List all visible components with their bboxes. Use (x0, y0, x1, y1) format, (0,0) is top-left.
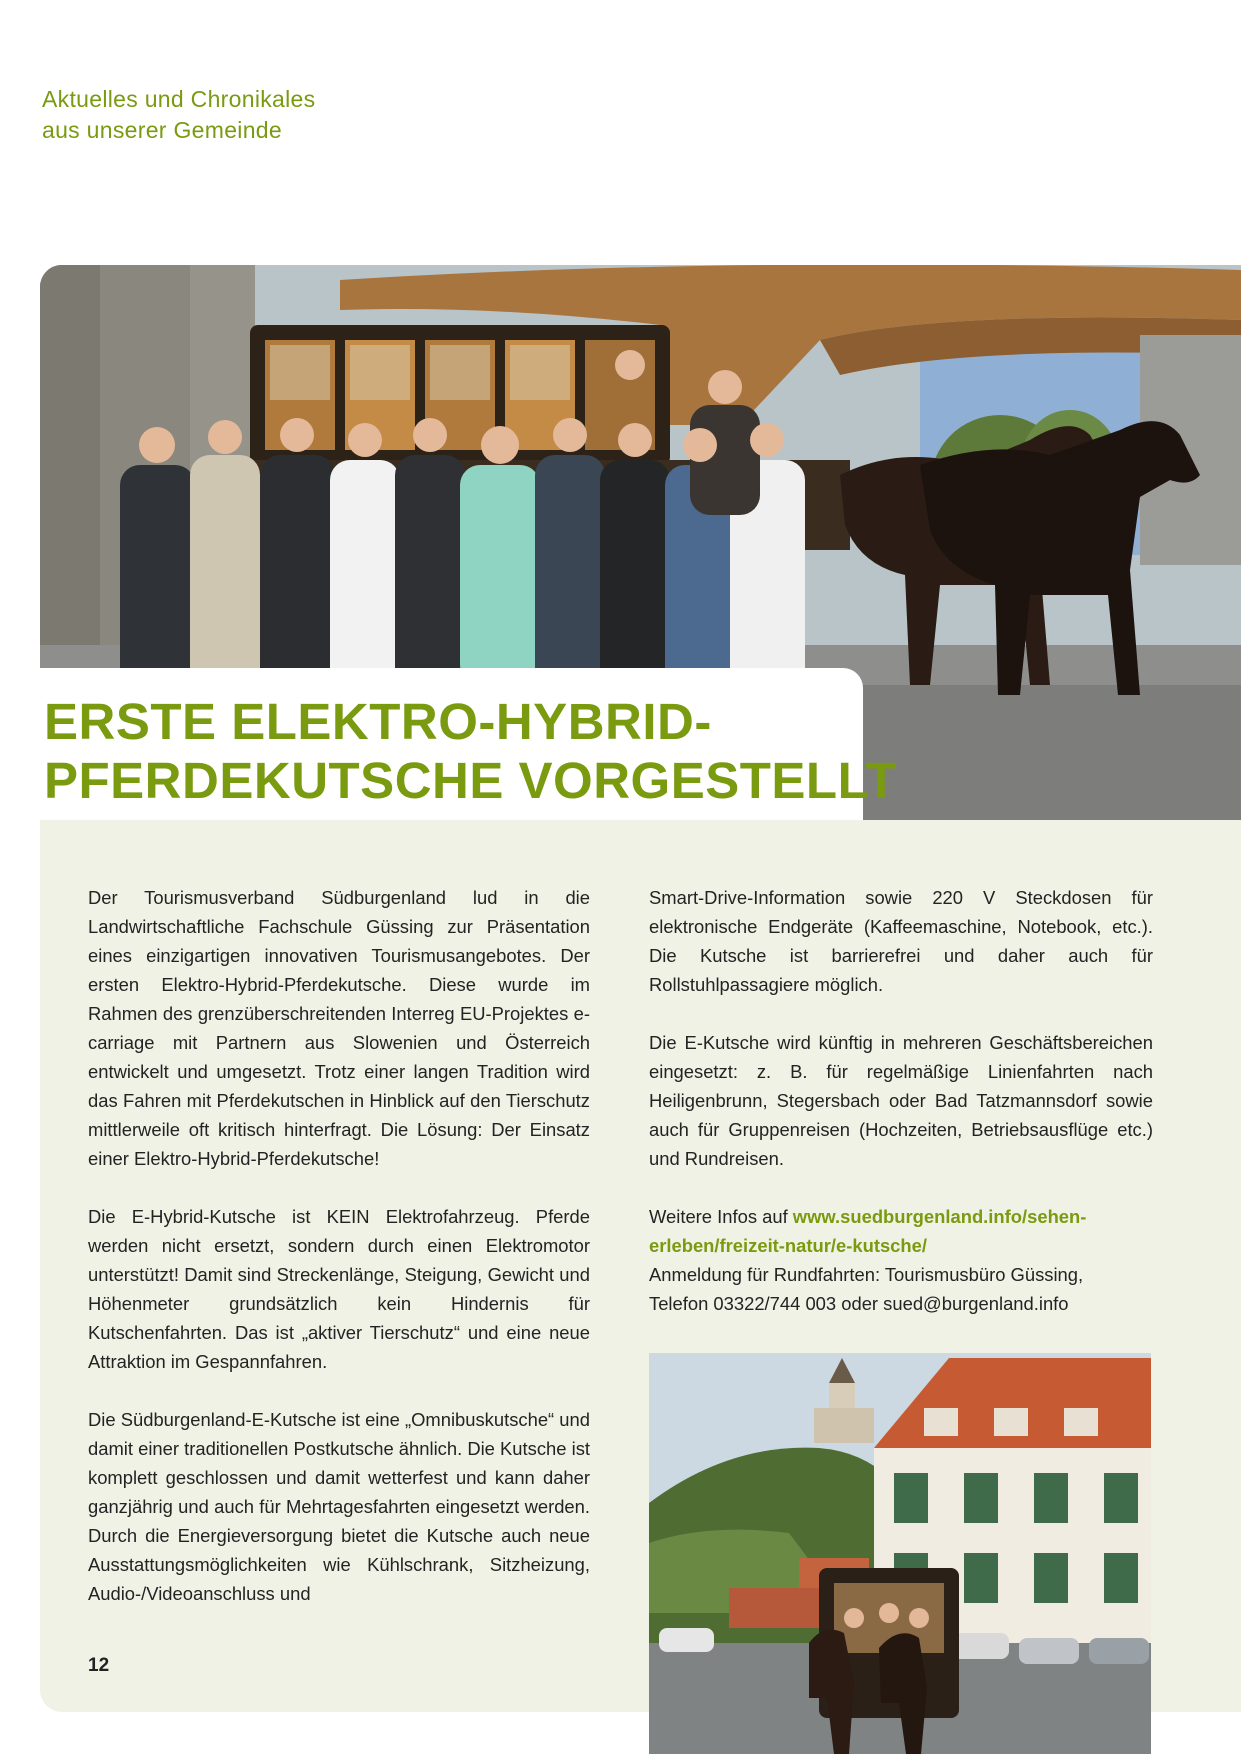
section-label-line1: Aktuelles und Chronikales (42, 86, 316, 112)
paragraph: Die E-Hybrid-Kutsche ist KEIN Elektrofahrzeug. Pferde werden nicht ersetzt, sondern durch einen Elektromotor unterstützt! Damit sind Streckenlänge, Steigung, Gewicht und Höhenmeter grundsätzlich kein Hindernis für Kutschenfahrten. Das ist „aktiver Tierschutz“ und eine neue Attraktion im Gespannfahren. (88, 1206, 590, 1372)
paragraph: Die E-Kutsche wird künftig in mehreren Geschäftsbereichen eingesetzt: z. B. für regelmäßige Linienfahrten nach Heiligenbrunn, Stegersbach oder Bad Tatzmannsdorf sowie auch für Gruppenreisen (Hochzeiten, Betriebsausflüge etc.) und Rundreisen. (649, 1032, 1153, 1169)
paragraph: Die Südburgenland-E-Kutsche ist eine „Omnibuskutsche“ und damit einer traditionellen Postkutsche ähnlich. Die Kutsche ist komplett geschlossen und damit wetterfest und kann daher ganzjährig und auch für Mehrtagesfahrten eingesetzt werden. Durch die Energieversorgung bietet die Kutsche auch neue Ausstattungsmöglichkeiten wie Kühlschrank, Sitzheizung, Audio-/Videoanschluss und (88, 1409, 590, 1604)
paragraph: Smart-Drive-Information sowie 220 V Steckdosen für elektronische Endgeräte (Kaffeemaschine, Notebook, etc.). Die Kutsche ist barrierefrei und daher auch für Rollstuhlpassagiere möglich. (649, 887, 1153, 995)
page-number: 12 (88, 1655, 110, 1676)
title-box (40, 668, 898, 820)
info-block (649, 1202, 1153, 1318)
info-prefix: Weitere Infos auf (649, 1206, 793, 1227)
contact-line: Telefon 03322/744 003 oder sued@burgenland.info (649, 1293, 1069, 1314)
carriage-photo (649, 1353, 1151, 1754)
section-label-line2: aus unserer Gemeinde (42, 117, 282, 143)
right-column (649, 883, 1153, 1347)
paragraph: Der Tourismusverband Südburgenland lud in die Landwirtschaftliche Fachschule Güssing zur Präsentation eines einzigartigen innovativen Tourismusangebotes. Der ersten Elektro-Hybrid-Pferdekutsche. Diese wurde im Rahmen des grenzüberschreitenden Interreg EU-Projektes e-carriage mit Partnern aus Slowenien und Österreich entwickelt und umgesetzt. Trotz einer langen Tradition wird das Fahren mit Pferdekutschen in Hinblick auf den Tierschutz mittlerweile oft kritisch hinterfragt. Die Lösung: Der Einsatz einer Elektro-Hybrid-Pferdekutsche! (88, 887, 590, 1169)
left-column (88, 883, 590, 1637)
section-label (42, 84, 315, 146)
registration-line: Anmeldung für Rundfahrten: Tourismusbüro Güssing, (649, 1264, 1084, 1285)
article-title-line2: PFERDEKUTSCHE VORGESTELLT (44, 752, 898, 809)
article-title-line1: ERSTE ELEKTRO-HYBRID- (44, 693, 712, 750)
info-link[interactable]: www.suedburgenland.info/sehen-erleben/freizeit-natur/e-kutsche/ (649, 1206, 1087, 1256)
article-title (44, 692, 897, 810)
